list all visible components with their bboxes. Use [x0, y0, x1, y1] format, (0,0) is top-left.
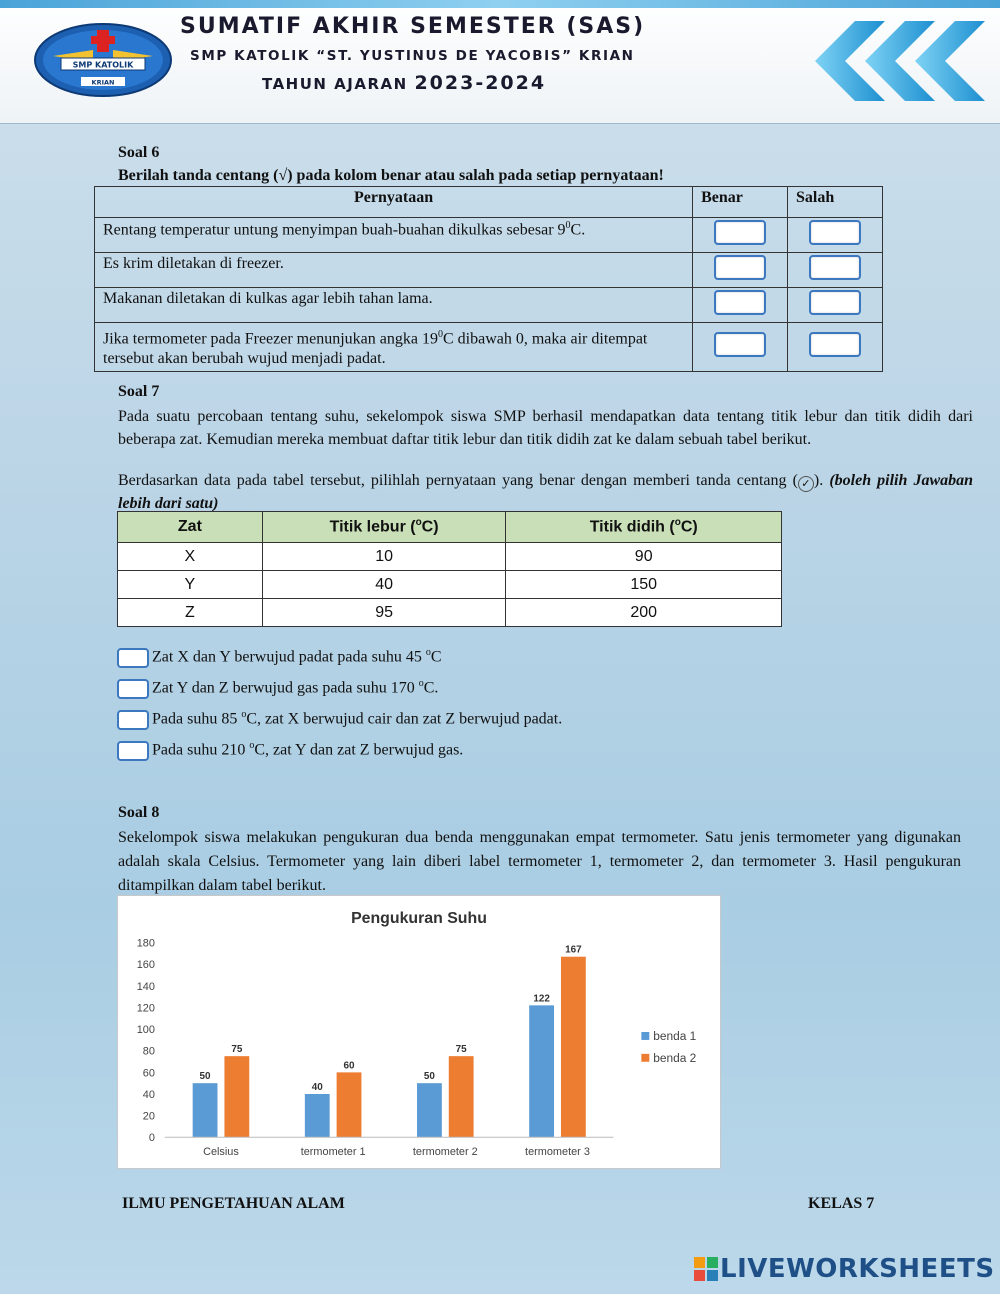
- data-label: 60: [343, 1060, 355, 1072]
- data-label: 167: [565, 944, 582, 956]
- chart-title: Pengukuran Suhu: [351, 909, 487, 927]
- data-label: 75: [455, 1044, 467, 1056]
- option-4-checkbox[interactable]: [117, 741, 149, 761]
- bar-benda-1-2: [417, 1083, 442, 1137]
- soal7-table: [117, 511, 782, 627]
- col-titik-lebur: Titik lebur ($^o$C): [262, 512, 506, 543]
- benar-checkbox-4[interactable]: [714, 332, 766, 357]
- bar-benda-1-3: [529, 1005, 554, 1137]
- legend-swatch: [641, 1054, 649, 1062]
- col-benar: Benar: [693, 187, 788, 218]
- table-row: Z 95 200: [118, 599, 782, 627]
- y-tick-label: 60: [142, 1067, 155, 1080]
- benar-checkbox-1[interactable]: [714, 220, 766, 245]
- soal7-note: (boleh pilih Jawaban lebih dari satu): [118, 472, 974, 512]
- y-tick-label: 160: [136, 959, 155, 972]
- school-logo-icon: [33, 22, 173, 98]
- option-3-checkbox[interactable]: [117, 710, 149, 730]
- soal6-table: [94, 186, 883, 372]
- x-tick-label: termometer 2: [412, 1146, 478, 1159]
- bar-benda-2-1: [337, 1072, 362, 1137]
- soal7-table-header: [118, 512, 782, 543]
- statement-cell: Es krim diletakan di freezer.: [95, 253, 693, 288]
- header-title: SUMATIF AKHIR SEMESTER (SAS): [180, 14, 646, 39]
- soal6-instruction: Berilah tanda centang (√) pada kolom benar atau salah pada setiap pernyataan!: [118, 167, 664, 184]
- soal7-intro: Pada suatu percobaan tentang suhu, sekelompok siswa SMP berhasil mendapatkan data tentang titik lebur dan titik didih dari beberapa zat. Kemudian mereka membuat daftar titik lebur dan titik didih zat ke dalam sebuah tabel berikut.: [118, 408, 973, 448]
- salah-checkbox-3[interactable]: [809, 290, 861, 315]
- statement-cell: Makanan diletakan di kulkas agar lebih tahan lama.: [95, 288, 693, 323]
- bar-benda-2-2: [449, 1056, 474, 1137]
- header-year: [262, 72, 546, 94]
- bar-benda-1-0: [193, 1083, 218, 1137]
- legend-entry: benda 2: [653, 1050, 697, 1065]
- table-row: X 10 90: [118, 543, 782, 571]
- option-3: Pada suhu 85 $^o$C, zat X berwujud cair dan zat Z berwujud padat.: [117, 709, 562, 730]
- logo-text-top: SMP KATOLIK: [72, 60, 134, 70]
- col-titik-didih: Titik didih ($^o$C): [506, 512, 782, 543]
- soal7-instruction: Berdasarkan data pada tabel tersebut, pilihlah pernyataan yang benar dengan memberi tanda centang ( ✓ ). (boleh pilih Jawaban lebih dari satu): [118, 472, 974, 512]
- soal8-heading: Soal 8: [118, 804, 160, 821]
- benar-checkbox-3[interactable]: [714, 290, 766, 315]
- y-tick-label: 80: [142, 1045, 155, 1058]
- option-2-checkbox[interactable]: [117, 679, 149, 699]
- footer-subject: ILMU PENGETAHUAN ALAM: [122, 1195, 345, 1212]
- data-label: 40: [311, 1082, 323, 1094]
- option-2: Zat Y dan Z berwujud gas pada suhu 170 $^o$C.: [117, 678, 438, 699]
- soal7-heading: Soal 7: [118, 383, 160, 400]
- legend-entry: benda 1: [653, 1028, 697, 1043]
- chevron-decoration-icon: [810, 16, 990, 106]
- y-tick-label: 20: [142, 1110, 155, 1123]
- liveworksheets-text: LIVEWORKSHEETS: [720, 1254, 995, 1284]
- x-tick-label: Celsius: [203, 1146, 239, 1159]
- benar-checkbox-2[interactable]: [714, 255, 766, 280]
- salah-checkbox-2[interactable]: [809, 255, 861, 280]
- legend-swatch: [641, 1032, 649, 1040]
- temperature-bar-chart: [117, 895, 721, 1169]
- data-label: 75: [231, 1044, 243, 1056]
- y-tick-label: 0: [148, 1132, 155, 1145]
- header-school: SMP KATOLIK “ST. YUSTINUS DE YACOBIS” KRIAN: [190, 48, 635, 64]
- header-top-stripe: [0, 0, 1000, 8]
- liveworksheets-brand[interactable]: [694, 1254, 995, 1286]
- y-tick-label: 120: [136, 1002, 155, 1015]
- table-row: Y 40 150: [118, 571, 782, 599]
- x-tick-label: termometer 3: [525, 1146, 590, 1159]
- salah-checkbox-1[interactable]: [809, 220, 861, 245]
- header-year-label: TAHUN AJARAN: [262, 75, 408, 93]
- col-zat: Zat: [118, 512, 263, 543]
- statement-cell: Jika termometer pada Freezer menunjukan angka $19^0C$ dibawah 0, maka air ditempat tersebut akan berubah wujud menjadi padat.: [95, 323, 693, 372]
- y-tick-label: 100: [136, 1024, 155, 1037]
- salah-checkbox-4[interactable]: [809, 332, 861, 357]
- liveworksheets-logo-icon: [694, 1257, 718, 1281]
- footer-class: KELAS 7: [808, 1195, 875, 1212]
- col-pernyataan: Pernyataan: [95, 187, 693, 218]
- y-tick-label: 140: [136, 980, 155, 993]
- bar-benda-2-0: [224, 1056, 249, 1137]
- option-4: Pada suhu 210 $^o$C, zat Y dan zat Z berwujud gas.: [117, 740, 463, 761]
- y-tick-label: 40: [142, 1088, 155, 1101]
- table-row: [95, 323, 883, 372]
- data-label: 50: [423, 1071, 435, 1083]
- table-row: [95, 288, 883, 323]
- statement-cell: Rentang temperatur untung menyimpan buah-buahan dikulkas sebesar $9^0C$.: [95, 218, 693, 253]
- y-tick-label: 180: [136, 937, 155, 950]
- soal6-table-header: [95, 187, 883, 218]
- table-row: [95, 253, 883, 288]
- data-label: 50: [199, 1071, 211, 1083]
- soal8-intro: Sekelompok siswa melakukan pengukuran dua benda menggunakan empat termometer. Satu jenis termometer yang digunakan adalah skala Celsius. Termometer yang lain diberi label termometer 1, termometer 2, dan termometer 3. Hasil pengukuran ditampilkan dalam tabel berikut.: [118, 829, 961, 894]
- table-row: [95, 218, 883, 253]
- logo-text-bottom: KRIAN: [91, 78, 115, 87]
- bar-benda-2-3: [561, 957, 586, 1138]
- header-year-value: 2023-2024: [414, 72, 547, 94]
- header-banner: [0, 0, 1000, 124]
- checkmark-icon: ✓: [798, 476, 814, 492]
- data-label: 122: [533, 993, 550, 1005]
- soal6-heading: Soal 6: [118, 144, 160, 161]
- option-1: Zat X dan Y berwujud padat pada suhu 45 $^o$C: [117, 647, 442, 668]
- bar-benda-1-1: [305, 1094, 330, 1137]
- col-salah: Salah: [788, 187, 883, 218]
- x-tick-label: termometer 1: [300, 1146, 366, 1159]
- option-1-checkbox[interactable]: [117, 648, 149, 668]
